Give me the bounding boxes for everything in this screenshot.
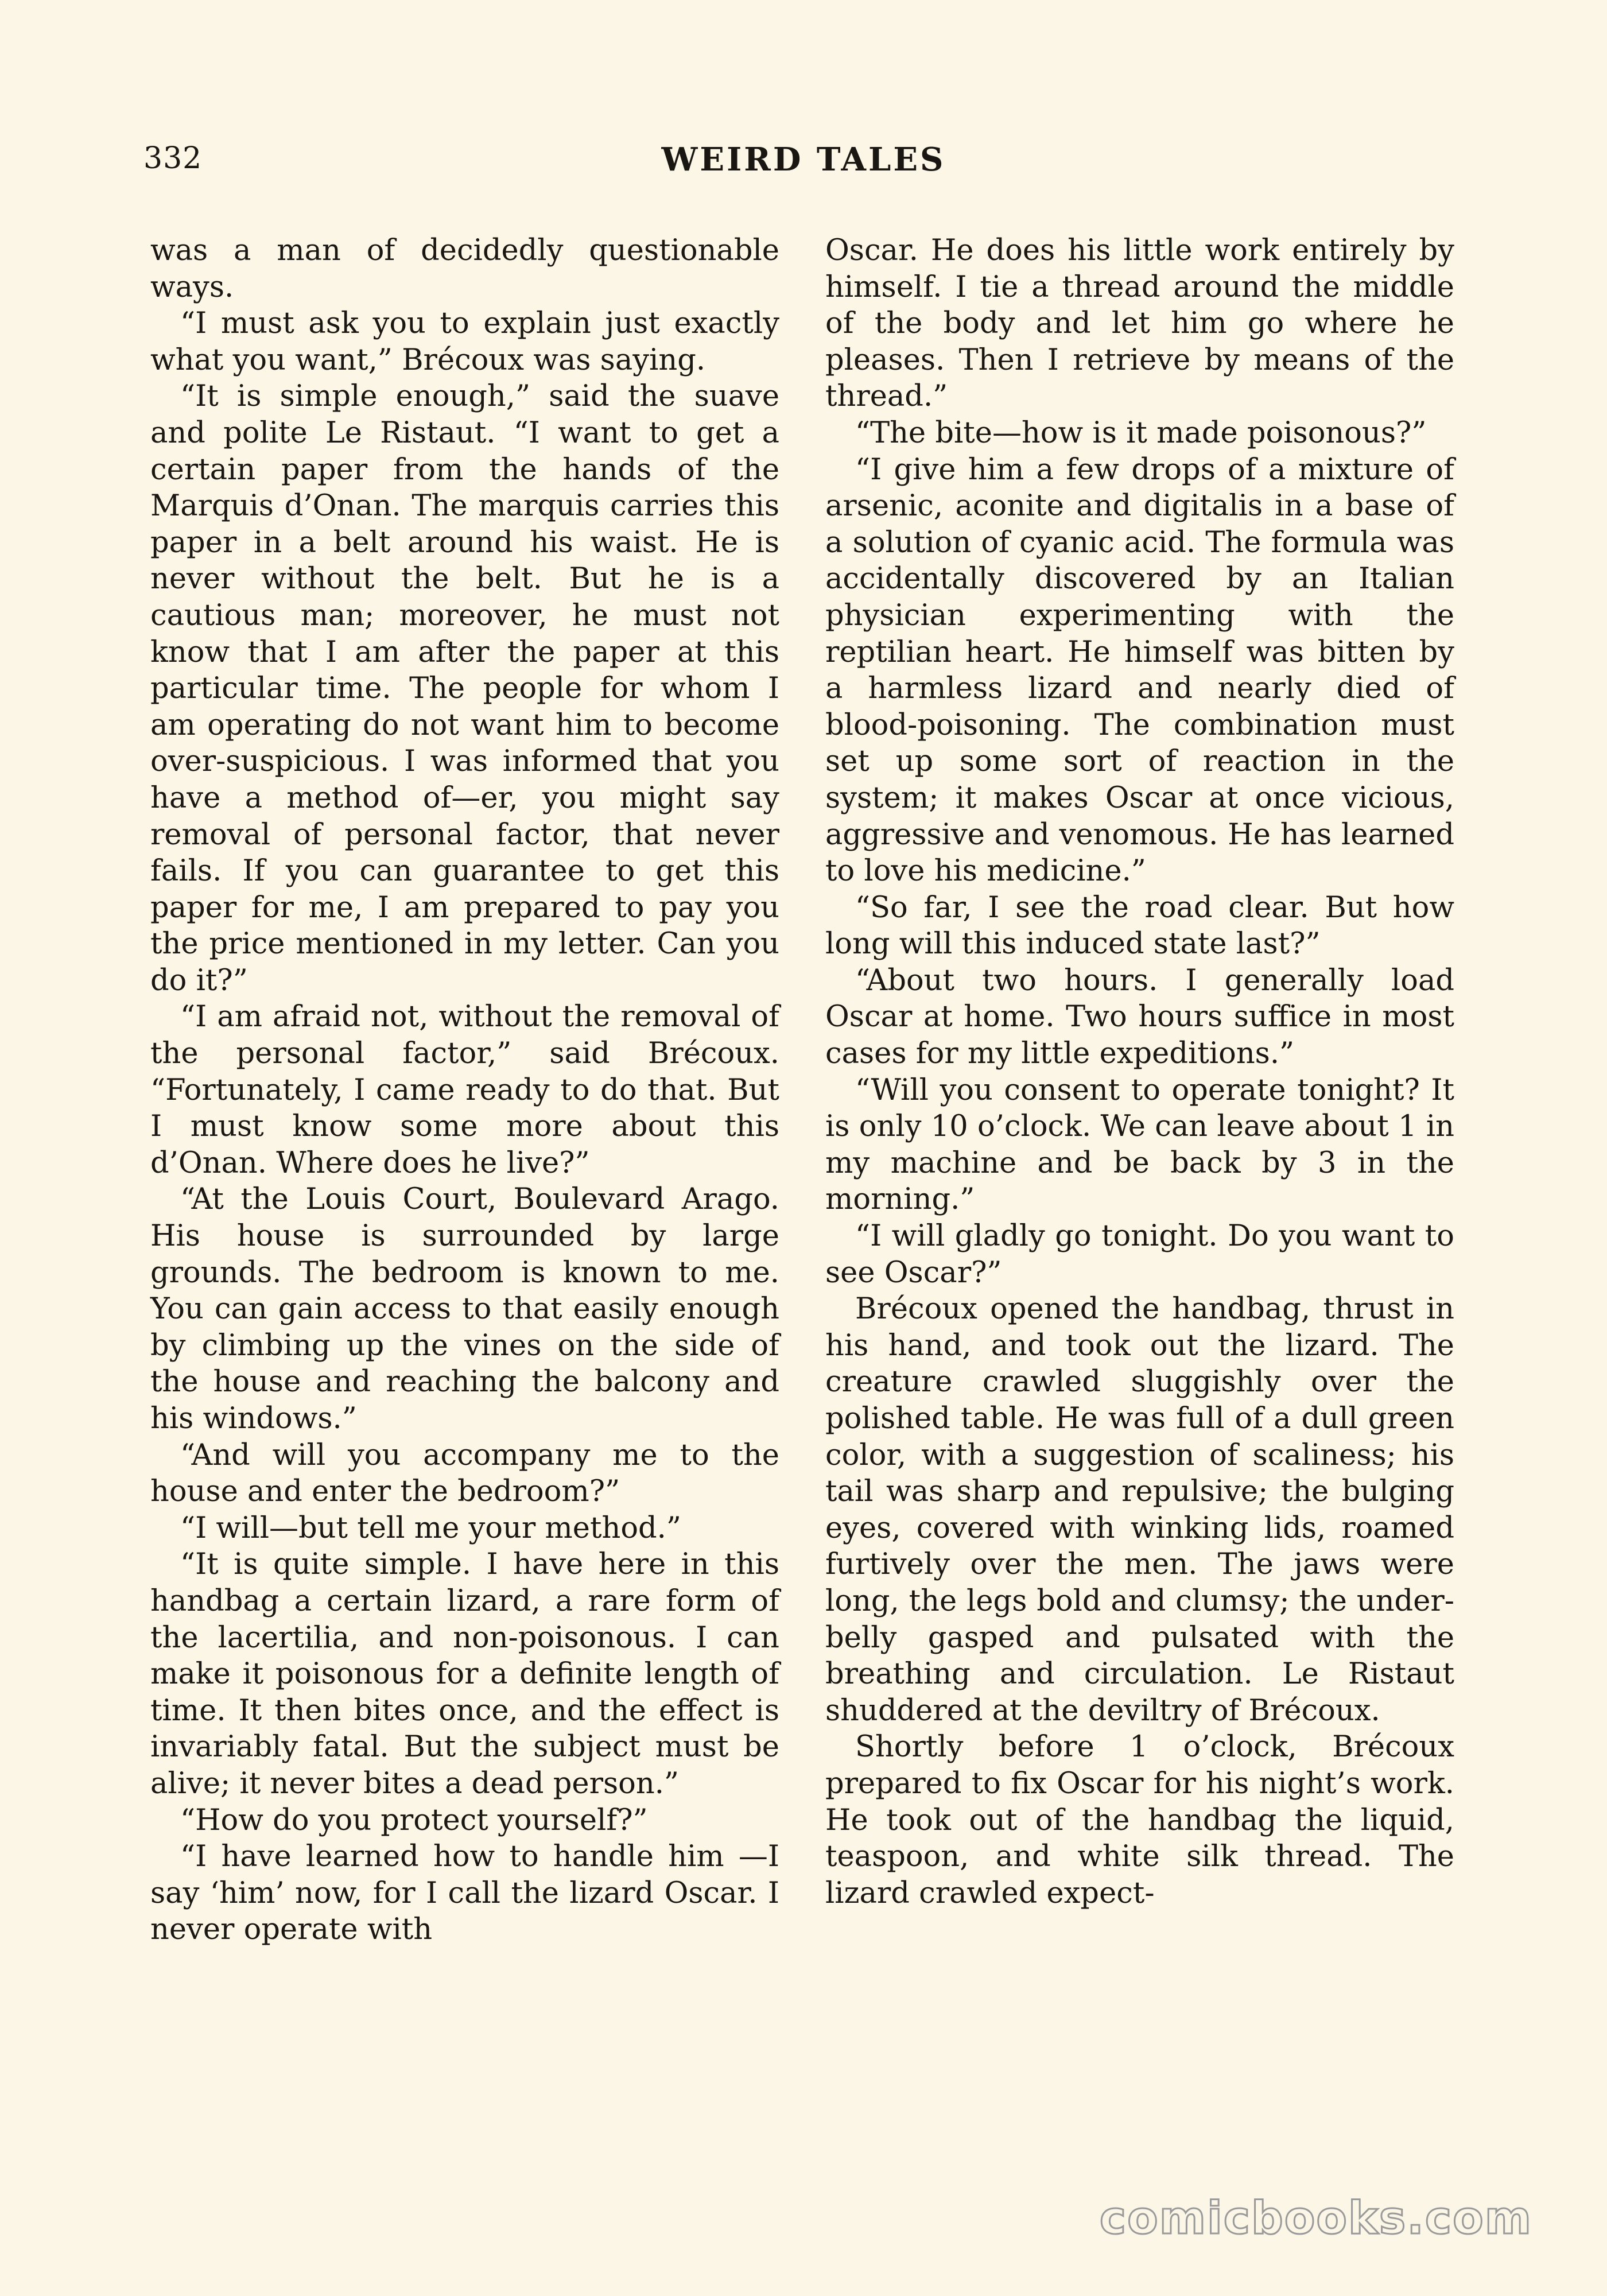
paragraph: “It is simple enough,” said the suave and polite Le Ristaut. “I want to get a certain paper from the hands of the Marquis d’Onan. The marquis carries this paper in a belt around his waist. He is never without the belt. But he is a cautious man; moreover, he must not know that I am after the paper at this particular time. The people for whom I am operating do not want him to become over-suspicious. I was informed that you have a method of—er, you might say removal of personal factor, that never fails. If you can guarantee to get this paper for me, I am prepared to pay you the price mentioned in my letter. Can you do it?”: [150, 379, 779, 998]
paragraph: “Will you consent to operate tonight? It is only 10 o’clock. We can leave about 1 in my machine and be back by 3 in the morning.”: [825, 1073, 1454, 1217]
paragraph: “I must ask you to explain just exactly what you want,” Brécoux was saying.: [150, 307, 779, 377]
text-column-left: [150, 232, 779, 1948]
paragraph: “And will you accompany me to the house and enter the bedroom?”: [150, 1438, 779, 1509]
paragraph: “I give him a few drops of a mixture of arsenic, aconite and digitalis in a base of a solution of cyanic acid. The formula was accidentally discovered by an Italian physician experimenting with the reptilian heart. He himself was bitten by a harmless lizard and nearly died of blood-poisoning. The combination must set up some sort of reaction in the system; it makes Oscar at once vicious, aggressive and venomous. He has learned to love his medicine.”: [825, 452, 1454, 889]
text-column-right: [825, 232, 1454, 1911]
paragraph: “I have learned how to handle him —I say ‘him’ now, for I call the lizard Oscar. I never operate with: [150, 1840, 779, 1947]
paragraph: was a man of decidedly questionable ways.: [150, 234, 779, 304]
running-head: WEIRD TALES: [661, 141, 946, 179]
paragraph: “It is quite simple. I have here in this handbag a certain lizard, a rare form of the lacertilia, and non-poisonous. I can make it poisonous for a definite length of time. It then bites once, and the effect is invariably fatal. But the subject must be alive; it never bites a dead person.”: [150, 1548, 779, 1801]
paragraph: “I am afraid not, without the removal of the personal factor,” said Brécoux. “Fortunately, I came ready to do that. But I must know some more about this d’Onan. Where does he live?”: [150, 1000, 779, 1180]
paragraph: Oscar. He does his little work entirely by himself. I tie a thread around the middle of the body and let him go where he pleases. Then I retrieve by means of the thread.”: [825, 234, 1454, 414]
paragraph: “I will—but tell me your method.”: [180, 1511, 681, 1545]
paragraph: “So far, I see the road clear. But how long will this induced state last?”: [825, 890, 1454, 961]
paragraph: “At the Louis Court, Boulevard Arago. His house is surrounded by large grounds. The bedroom is known to me. You can gain access to that easily enough by climbing up the vines on the side of the house and reaching the balcony and his windows.”: [150, 1182, 779, 1436]
paragraph: “How do you protect yourself?”: [180, 1803, 648, 1837]
paragraph: “About two hours. I generally load Oscar at home. Two hours suffice in most cases for my little expeditions.”: [825, 963, 1454, 1071]
paragraph: Shortly before 1 o’clock, Brécoux prepared to fix Oscar for his night’s work. He took out of the handbag the liquid, teaspoon, and white silk thread. The lizard crawled expect-: [825, 1730, 1454, 1910]
paragraph: Brécoux opened the handbag, thrust in his hand, and took out the lizard. The creature crawled sluggishly over the polished table. He was full of a dull green color, with a suggestion of scaliness; his tail was sharp and repulsive; the bulging eyes, covered with winking lids, roamed furtively over the men. The jaws were long, the legs bold and clumsy; the under-belly gasped and pulsated with the breathing and circulation. Le Ristaut shuddered at the deviltry of Brécoux.: [825, 1292, 1454, 1728]
paragraph: “The bite—how is it made poisonous?”: [855, 416, 1427, 450]
paragraph: “I will gladly go tonight. Do you want to see Oscar?”: [825, 1219, 1454, 1290]
page-number: 332: [143, 141, 203, 176]
watermark-logo: comicbooks.com: [1099, 2193, 1532, 2244]
